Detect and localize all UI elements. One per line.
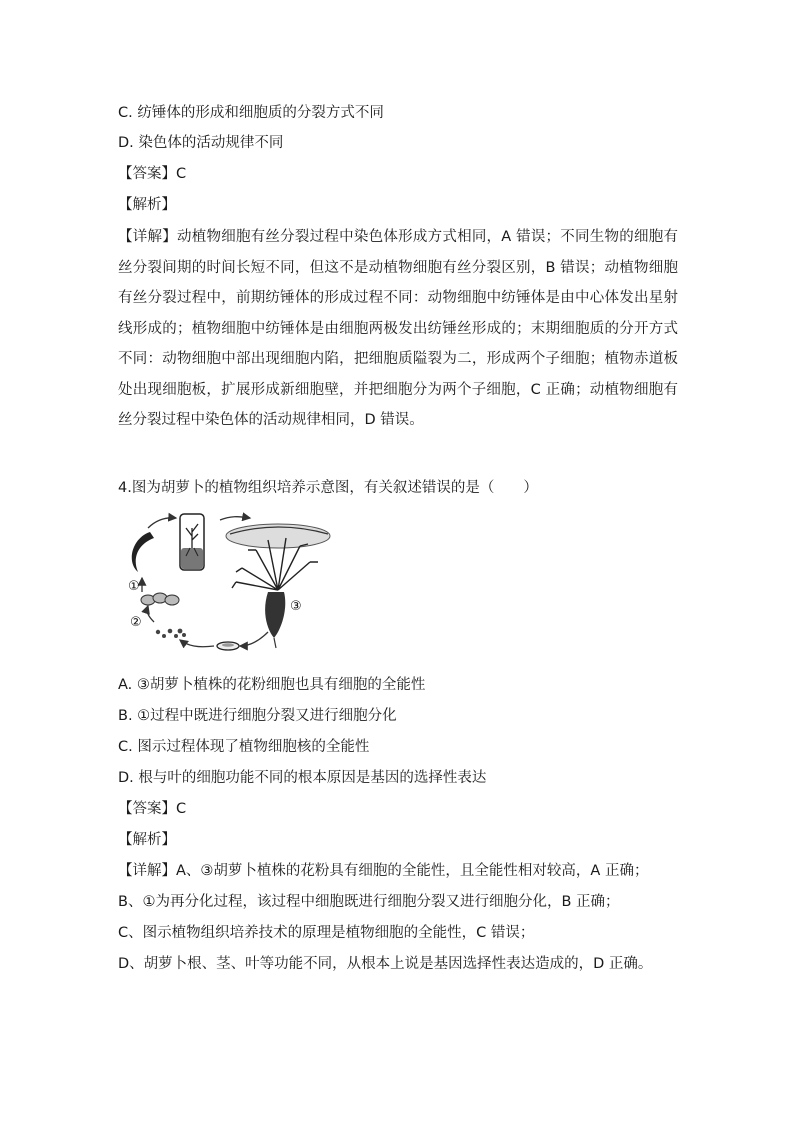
q4-option-b: B. ①过程中既进行细胞分裂又进行细胞分化 <box>118 708 397 724</box>
mature-carrot-plant <box>226 524 330 648</box>
q3-option-c: C. 纺锤体的形成和细胞质的分裂方式不同 <box>118 105 384 121</box>
arrow-to-cells <box>180 640 214 647</box>
q4-option-d: D. 根与叶的细胞功能不同的根本原因是基因的选择性表达 <box>118 770 487 786</box>
q3-detail: 【详解】动植物细胞有丝分裂过程中染色体形成方式相同，A 错误；不同生物的细胞有丝分裂间期的时间长短不同，但这不是动植物细胞有丝分裂区别，B 错误；动植物细胞有丝分裂过程中，前期纺锤体的形成过程不同：动物细胞中纺锤体是由中心体发出星射线形成的；植物细胞中纺锤体是由细胞两极发出纺锤丝形成的；末期细胞质的分开方式不同：动物细胞中部出现细胞内陷，把细胞质隘裂为二，形成两个子细胞；植物赤道板处出现细胞板，扩展形成新细胞壁，并把细胞分为两个子细胞，C 正确；动植物细胞有丝分裂过程中染色体的活动规律相同，D 错误。 <box>118 229 678 428</box>
q4-stem: 4.图为胡萝卜的植物组织培养示意图，有关叙述错误的是（ ） <box>118 480 538 496</box>
q3-answer: 【答案】C <box>118 166 187 182</box>
q4-detail-line-1: 【详解】A、③胡萝卜植株的花粉具有细胞的全能性，且全能性相对较高，A 正确； <box>118 863 649 879</box>
petri-dish <box>217 642 239 650</box>
arrow-to-dish <box>240 632 268 646</box>
q4-analysis-label: 【解析】 <box>118 832 176 848</box>
arrow-to-tube <box>148 518 176 528</box>
arrow-to-callus <box>147 606 154 622</box>
q4-option-a: A. ③胡萝卜植株的花粉细胞也具有细胞的全能性 <box>118 677 426 693</box>
label-1: ① <box>128 579 140 594</box>
q4-answer: 【答案】C <box>118 801 187 817</box>
dispersed-cells <box>156 629 186 638</box>
q4-detail-line-3: C、图示植物组织培养技术的原理是植物细胞的全能性，C 错误； <box>118 925 535 941</box>
q3-analysis-label: 【解析】 <box>118 197 176 213</box>
test-tube-plantlet <box>180 514 204 570</box>
carrot-root-segment <box>132 532 154 572</box>
q4-detail-line-4: D、胡萝卜根、茎、叶等功能不同，从根本上说是基因选择性表达造成的，D 正确。 <box>118 956 653 972</box>
label-3: ③ <box>290 599 302 614</box>
q3-option-d: D. 染色体的活动规律不同 <box>118 135 284 151</box>
q4-detail-line-2: B、①为再分化过程，该过程中细胞既进行细胞分裂又进行细胞分化，B 正确； <box>118 894 620 910</box>
plant-tissue-culture-diagram <box>118 510 333 660</box>
label-2: ② <box>130 615 142 630</box>
arrow-to-plant <box>220 517 250 520</box>
callus-clumps <box>141 593 179 605</box>
q4-option-c: C. 图示过程体现了植物细胞核的全能性 <box>118 739 370 755</box>
